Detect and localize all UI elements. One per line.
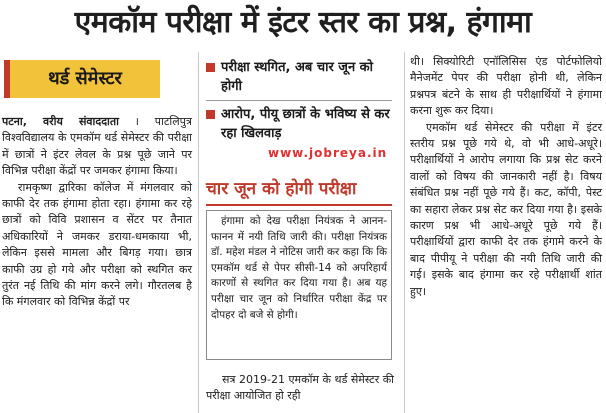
highlight-text: परीक्षा स्थगित, अब चार जून को होगी [221, 60, 374, 94]
left-para-1: । पाटलिपुत्र विश्वविद्यालय के एमकॉम थर्ड सेमेस्टर की परीक्षा में छात्रों ने इंटर लेवल के प्रश्न पूछे जाने पर विभिन्न परीक्षा केंद्रों पर जमकर हंगामा किया। [2, 115, 193, 178]
left-para-2: रामकृष्ण द्वारिका कॉलेज में मंगलवार को काफी देर तक हंगामा होता रहा। हंगामा कर रहे छात्रों को विवि प्रशासन व सेंटर पर तैनात अधिकारियों ने जमकर डराया-धमकाया भी, लेकिन इससे मामला और बिगड़ गया। छात्र काफी उग्र हो गये और परीक्षा को स्थगित कर तुरंत नई तिथि की मांग करने लगे। गौरतलब है कि मंगलवार को विभिन्न केंद्रों पर [2, 180, 192, 309]
boxed-notice [206, 210, 392, 360]
square-bullet-icon [206, 63, 215, 72]
highlight-divider [206, 100, 392, 101]
middle-continued-text [206, 372, 394, 405]
highlight-text: आरोप, पीयू छात्रों के भविष्य से कर रहा खिलवाड़ [221, 107, 390, 141]
subheading-text: चार जून को होगी परीक्षा [206, 179, 357, 199]
kicker-label: थर्ड सेमेस्टर [48, 68, 122, 89]
column-divider [198, 52, 199, 413]
square-bullet-icon [206, 110, 215, 119]
column-divider [404, 52, 405, 413]
dateline: पटना, वरीय संवाददाता [2, 115, 120, 128]
right-column [408, 52, 604, 413]
right-para-2: एमकॉम थर्ड सेमेस्टर की परीक्षा में इंटर स्तरीय प्रश्न पूछे गये थे, वो भी आधे-अधूरे। परीक्षार्थियों ने आरोप लगाया कि प्रश्न सेट करने वालों को विषय की जानकारी नहीं है। विषय संबंधित प्रश्न नहीं पूछे गये हैं। कट, कॉपी, पेस्ट का सहारा लेकर प्रश्न सेट कर दिया गया है। इसके कारण प्रश्न भी आधे-अधूरे पूछे गये हैं। परीक्षार्थियों द्वारा काफी देर तक हंगामे करने के बाद पीपीयू ने परीक्षा की नयी तिथि जारी की गई। इसके बाद हंगामा कर रहे परीक्षार्थी शांत हुए। [410, 120, 602, 298]
left-article-text [2, 114, 192, 311]
highlight-item [206, 105, 396, 143]
right-article-text [410, 54, 602, 300]
section-kicker [4, 60, 160, 98]
middle-para: सत्र 2019-21 एमकॉम के थर्ड सेमेस्टर की परीक्षा आयोजित हो रही [206, 373, 394, 403]
headline: एमकॉम परीक्षा में इंटर स्तर का प्रश्न, हंगामा [74, 5, 532, 40]
left-column [0, 52, 196, 413]
highlight-item [206, 58, 396, 96]
boxed-text: हंगामा को देख परीक्षा नियंत्रक ने आनन-फानन में नयी तिथि जारी की। परीक्षा नियंत्रक डॉ. महेश मंडल ने नोटिस जारी कर कहा कि कि एमकॉम थर्ड से पेपर सीसी-14 को अपरिहार्य कारणों से स्थगित कर दिया गया है। अब यह परीक्षा चार जून को निर्धारित परीक्षा केंद्र पर दोपहर दो बजे से होगी। [211, 215, 387, 321]
subheading [206, 174, 392, 206]
middle-column [200, 52, 400, 413]
watermark: www.jobreya.in [268, 146, 388, 160]
highlights-box [206, 58, 396, 145]
right-para-1: थी। सिक्योरिटी एनॉलिसिस एंड पोर्टफोलियो मैनेजमेंट पेपर की परीक्षा होनी थी, लेकिन प्रश्नपत्र बंटने के साथ ही परीक्षार्थियों ने हंगामा करना शुरू कर दिया। [410, 55, 602, 118]
